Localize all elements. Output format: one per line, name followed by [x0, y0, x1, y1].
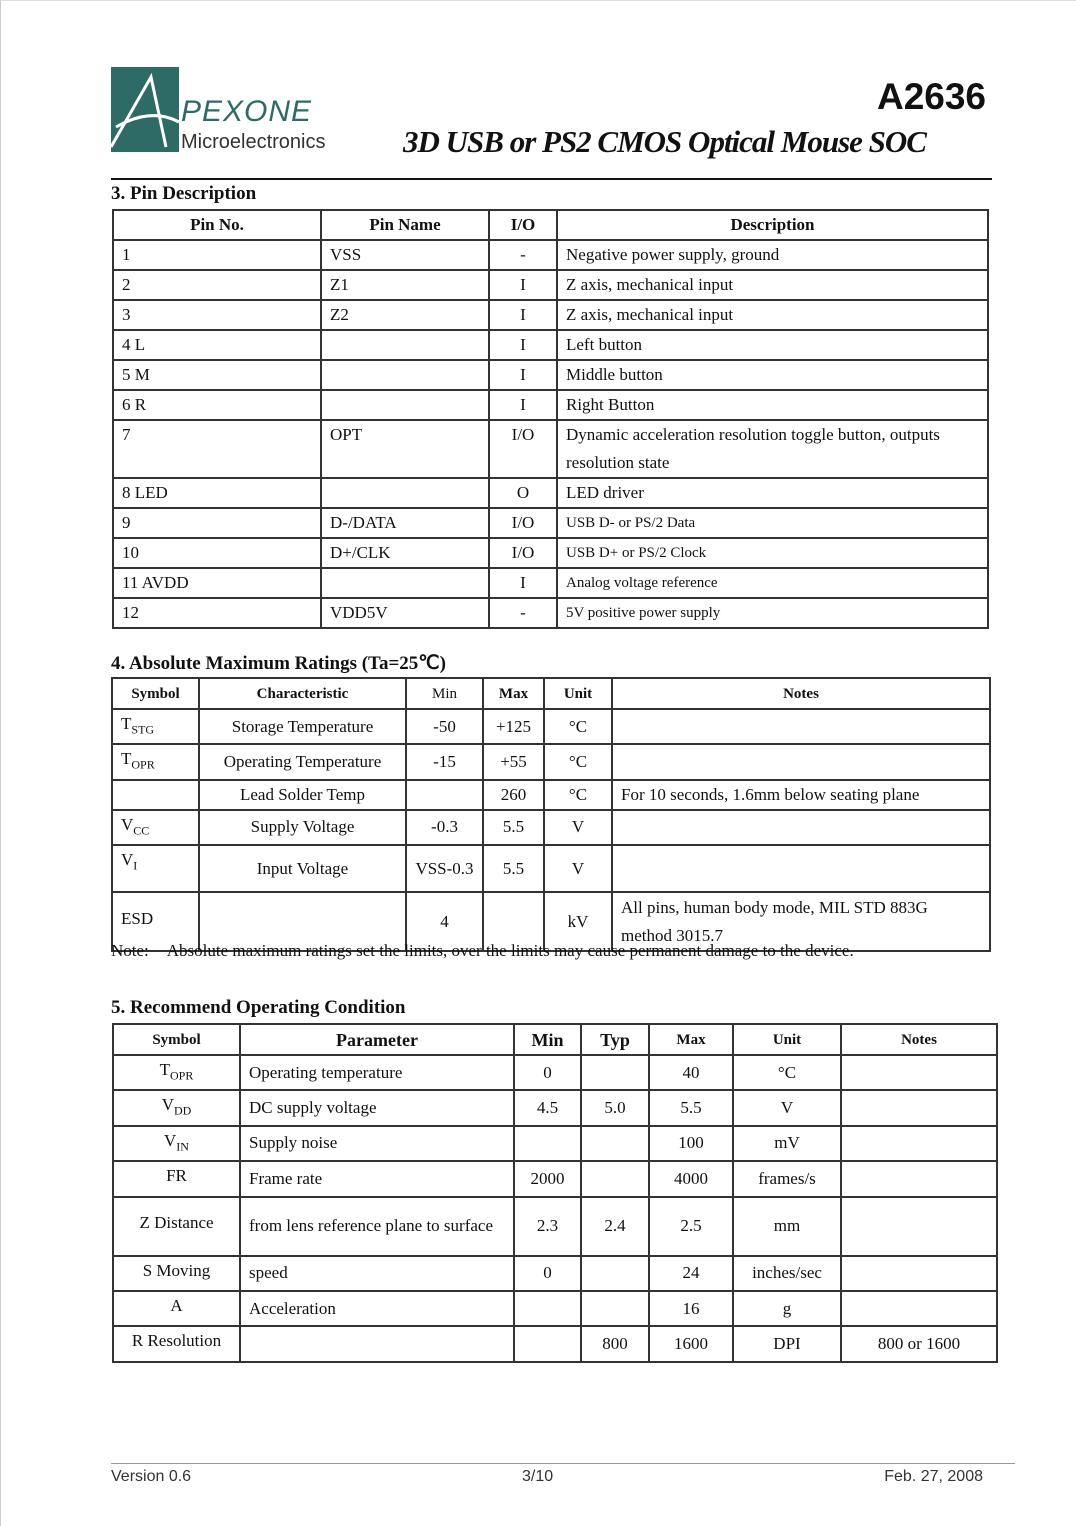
table-cell: USB D+ or PS/2 Clock — [557, 538, 988, 568]
column-header: Symbol — [112, 678, 199, 709]
table-cell — [514, 1291, 581, 1326]
table-cell: Acceleration — [240, 1291, 514, 1326]
symbol-subscript: OPR — [131, 757, 155, 772]
table-cell — [841, 1090, 997, 1125]
symbol: S Moving — [142, 1260, 211, 1280]
table-cell: 24 — [649, 1256, 733, 1291]
table-row — [113, 270, 988, 300]
column-header: Pin Name — [321, 210, 489, 240]
product-title: 3D USB or PS2 CMOS Optical Mouse SOC — [403, 124, 926, 159]
table-cell: -15 — [406, 744, 483, 779]
table-cell: Storage Temperature — [199, 709, 406, 744]
column-header: Notes — [841, 1024, 997, 1055]
table-cell: 4000 — [649, 1161, 733, 1196]
table-cell: - — [489, 598, 557, 628]
symbol-subscript: I — [133, 858, 138, 873]
table-cell: I — [489, 300, 557, 330]
symbol-cell — [113, 1126, 240, 1161]
symbol-cell — [112, 780, 199, 810]
table-cell: 5 M — [113, 360, 321, 390]
table-cell: kV — [544, 892, 612, 951]
column-header: Pin No. — [113, 210, 321, 240]
table-cell: 2.5 — [649, 1197, 733, 1256]
section-title: 5. Recommend Operating Condition — [111, 997, 406, 1018]
table-cell: D+/CLK — [321, 538, 489, 568]
symbol-cell — [113, 1256, 240, 1291]
footer — [111, 1463, 1015, 1485]
table-row — [113, 1291, 997, 1326]
column-header: Min — [514, 1024, 581, 1055]
symbol: ESD — [121, 908, 154, 928]
column-header: I/O — [489, 210, 557, 240]
table-cell: I/O — [489, 420, 557, 478]
table-row — [113, 1326, 997, 1361]
table-cell: 5.5 — [483, 845, 544, 892]
table-row — [113, 568, 988, 598]
table-cell: 1 — [113, 240, 321, 270]
table-cell — [514, 1326, 581, 1361]
table-cell: Z2 — [321, 300, 489, 330]
table-row — [113, 240, 988, 270]
table-cell: 0 — [514, 1256, 581, 1291]
table-cell: °C — [544, 709, 612, 744]
table-cell — [612, 744, 990, 779]
table-cell: 5.0 — [581, 1090, 649, 1125]
symbol: T — [121, 714, 132, 733]
table-row — [112, 744, 990, 779]
abs-note: Note: Absolute maximum ratings set the limits, over the limits may cause permanent damage to the device. — [111, 941, 854, 960]
table-cell — [612, 810, 990, 845]
table-cell: 1600 — [649, 1326, 733, 1361]
table-row — [113, 478, 988, 508]
symbol-cell — [112, 810, 199, 845]
table-cell: Lead Solder Temp — [199, 780, 406, 810]
symbol-subscript: CC — [133, 823, 150, 838]
symbol: V — [161, 1095, 174, 1115]
table-row — [112, 810, 990, 845]
pin-table — [112, 209, 989, 629]
logo-mark-icon — [111, 67, 179, 152]
table-cell: I — [489, 568, 557, 598]
table-cell: 9 — [113, 508, 321, 538]
symbol-cell — [113, 1090, 240, 1125]
table-row — [113, 508, 988, 538]
table-row — [113, 420, 988, 478]
header-divider — [111, 178, 992, 180]
table-cell: 12 — [113, 598, 321, 628]
symbol: Z Distance — [139, 1213, 214, 1233]
symbol-cell — [112, 709, 199, 744]
table-row — [113, 390, 988, 420]
table-cell — [612, 845, 990, 892]
table-row — [113, 1256, 997, 1291]
table-cell: 5.5 — [483, 810, 544, 845]
table-cell — [581, 1055, 649, 1090]
table-cell — [581, 1161, 649, 1196]
table-row — [112, 709, 990, 744]
table-cell — [841, 1291, 997, 1326]
symbol-subscript: OPR — [170, 1068, 194, 1083]
table-row — [113, 1126, 997, 1161]
table-cell: 16 — [649, 1291, 733, 1326]
symbol-cell — [112, 744, 199, 779]
table-cell: Middle button — [557, 360, 988, 390]
table-cell: speed — [240, 1256, 514, 1291]
column-header: Unit — [733, 1024, 841, 1055]
table-cell: °C — [544, 780, 612, 810]
table-cell: USB D- or PS/2 Data — [557, 508, 988, 538]
symbol-cell — [113, 1326, 240, 1361]
table-cell: 2.4 — [581, 1197, 649, 1256]
table-cell: 7 — [113, 420, 321, 478]
page-number: 3/10 — [522, 1468, 554, 1485]
table-row — [113, 1197, 997, 1256]
table-cell: 100 — [649, 1126, 733, 1161]
table-cell: VSS-0.3 — [406, 845, 483, 892]
table-cell — [321, 478, 489, 508]
table-cell: DC supply voltage — [240, 1090, 514, 1125]
table-cell — [321, 330, 489, 360]
table-cell: °C — [544, 744, 612, 779]
table-cell: Frame rate — [240, 1161, 514, 1196]
column-header: Symbol — [113, 1024, 240, 1055]
column-header: Typ — [581, 1024, 649, 1055]
table-cell — [581, 1291, 649, 1326]
table-row — [113, 598, 988, 628]
table-cell: Right Button — [557, 390, 988, 420]
column-header: Notes — [612, 678, 990, 709]
table-cell: Analog voltage reference — [557, 568, 988, 598]
table-cell — [321, 568, 489, 598]
table-cell — [841, 1197, 997, 1256]
table-cell: +55 — [483, 744, 544, 779]
section-title: 4. Absolute Maximum Ratings (Ta=25℃) — [111, 653, 446, 674]
table-cell: 2000 — [514, 1161, 581, 1196]
table-row — [113, 360, 988, 390]
table-cell: D-/DATA — [321, 508, 489, 538]
table-cell: Supply noise — [240, 1126, 514, 1161]
table-cell: mV — [733, 1126, 841, 1161]
table-cell: I/O — [489, 508, 557, 538]
column-header: Min — [406, 678, 483, 709]
table-row — [112, 780, 990, 810]
table-row — [113, 330, 988, 360]
table-cell: I — [489, 330, 557, 360]
symbol-subscript: IN — [176, 1139, 189, 1154]
table-cell: O — [489, 478, 557, 508]
column-header: Unit — [544, 678, 612, 709]
table-cell: 800 — [581, 1326, 649, 1361]
abs-max-table — [111, 677, 991, 952]
table-cell: Operating Temperature — [199, 744, 406, 779]
symbol: V — [164, 1130, 177, 1150]
symbol: T — [159, 1060, 171, 1079]
table-cell: 2.3 — [514, 1197, 581, 1256]
table-cell: Z1 — [321, 270, 489, 300]
table-cell — [581, 1126, 649, 1161]
table-cell: 6 R — [113, 390, 321, 420]
table-cell: Left button — [557, 330, 988, 360]
table-cell: Supply Voltage — [199, 810, 406, 845]
table-cell: All pins, human body mode, MIL STD 883G method 3015.7 — [612, 892, 990, 951]
symbol-cell — [112, 845, 199, 892]
part-number: A2636 — [876, 76, 986, 117]
symbol: A — [170, 1295, 183, 1315]
table-cell: Negative power supply, ground — [557, 240, 988, 270]
table-row — [113, 538, 988, 568]
symbol-cell — [113, 1161, 240, 1196]
table-cell: VSS — [321, 240, 489, 270]
table-cell: Z axis, mechanical input — [557, 270, 988, 300]
table-cell: VDD5V — [321, 598, 489, 628]
symbol: V — [121, 850, 134, 870]
table-cell: 40 — [649, 1055, 733, 1090]
table-row — [113, 1161, 997, 1196]
table-cell: V — [544, 810, 612, 845]
table-cell: 0 — [514, 1055, 581, 1090]
date: Feb. 27, 2008 — [884, 1468, 983, 1485]
table-cell: frames/s — [733, 1161, 841, 1196]
table-cell: LED driver — [557, 478, 988, 508]
table-cell — [841, 1126, 997, 1161]
table-cell: 4.5 — [514, 1090, 581, 1125]
symbol: V — [121, 814, 134, 834]
symbol-cell — [113, 1197, 240, 1256]
table-cell: 260 — [483, 780, 544, 810]
table-cell: I — [489, 270, 557, 300]
table-cell: mm — [733, 1197, 841, 1256]
table-cell: Z axis, mechanical input — [557, 300, 988, 330]
table-cell: For 10 seconds, 1.6mm below seating plane — [612, 780, 990, 810]
table-cell: 800 or 1600 — [841, 1326, 997, 1361]
table-cell: from lens reference plane to surface — [240, 1197, 514, 1256]
table-cell — [841, 1161, 997, 1196]
column-header: Max — [483, 678, 544, 709]
table-cell — [581, 1256, 649, 1291]
table-cell: OPT — [321, 420, 489, 478]
table-cell — [240, 1326, 514, 1361]
table-cell: 5.5 — [649, 1090, 733, 1125]
table-row — [113, 1055, 997, 1090]
table-cell: - — [489, 240, 557, 270]
symbol-cell — [113, 1291, 240, 1326]
table-cell: 10 — [113, 538, 321, 568]
column-header: Characteristic — [199, 678, 406, 709]
table-cell: 2 — [113, 270, 321, 300]
table-cell — [514, 1126, 581, 1161]
table-cell: 8 LED — [113, 478, 321, 508]
table-cell: I — [489, 390, 557, 420]
version: Version 0.6 — [111, 1468, 192, 1485]
column-header: Max — [649, 1024, 733, 1055]
symbol: R Resolution — [131, 1331, 222, 1351]
table-cell — [841, 1256, 997, 1291]
table-row — [113, 1090, 997, 1125]
symbol-subscript: STG — [131, 722, 155, 737]
table-cell: Input Voltage — [199, 845, 406, 892]
company-name: PEXONE — [181, 95, 313, 128]
table-cell: -50 — [406, 709, 483, 744]
column-header: Parameter — [240, 1024, 514, 1055]
table-cell — [406, 780, 483, 810]
table-cell: DPI — [733, 1326, 841, 1361]
table-cell — [321, 390, 489, 420]
symbol-subscript: DD — [173, 1103, 192, 1118]
company-sub: Microelectronics — [181, 131, 326, 153]
table-cell: 3 — [113, 300, 321, 330]
symbol-cell — [113, 1055, 240, 1090]
table-cell: Operating temperature — [240, 1055, 514, 1090]
table-cell: 5V positive power supply — [557, 598, 988, 628]
table-cell: I — [489, 360, 557, 390]
company-logo — [111, 67, 331, 157]
table-cell — [321, 360, 489, 390]
table-cell: °C — [733, 1055, 841, 1090]
section-title: 3. Pin Description — [111, 183, 257, 204]
table-cell: 4 — [406, 892, 483, 951]
table-cell: +125 — [483, 709, 544, 744]
table-cell: 11 AVDD — [113, 568, 321, 598]
table-cell — [612, 709, 990, 744]
table-cell: -0.3 — [406, 810, 483, 845]
table-cell: inches/sec — [733, 1256, 841, 1291]
table-cell — [841, 1055, 997, 1090]
table-cell: 4 L — [113, 330, 321, 360]
operating-condition-table — [112, 1023, 998, 1363]
symbol: T — [121, 749, 132, 769]
table-cell: V — [544, 845, 612, 892]
table-cell: I/O — [489, 538, 557, 568]
table-row — [113, 300, 988, 330]
table-row — [112, 845, 990, 892]
table-cell: V — [733, 1090, 841, 1125]
column-header: Description — [557, 210, 988, 240]
table-cell: g — [733, 1291, 841, 1326]
table-cell: Dynamic acceleration resolution toggle button, outputs resolution state — [557, 420, 988, 478]
symbol: FR — [166, 1166, 187, 1186]
